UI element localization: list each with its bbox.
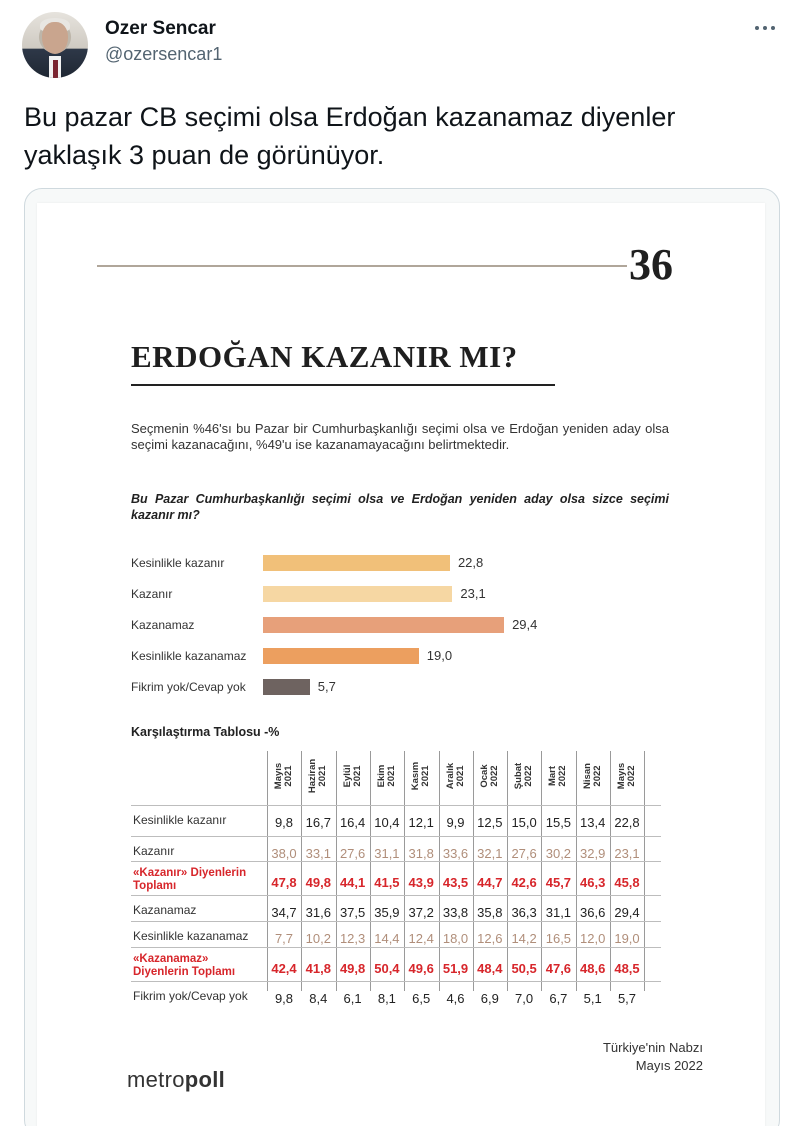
- bar-row: [131, 615, 591, 635]
- row-label: Kesinlikle kazanır: [133, 813, 227, 827]
- table-cell: 43,9: [408, 875, 434, 890]
- table-cell: 41,5: [374, 875, 400, 890]
- table-cell: 6,9: [480, 991, 499, 1006]
- month-header: [576, 751, 610, 801]
- column-divider: [507, 751, 508, 991]
- table-cell: 33,8: [442, 905, 469, 920]
- logo-text-light: metro: [127, 1067, 185, 1092]
- month-header: [370, 751, 404, 801]
- table-cell: 8,4: [309, 991, 328, 1006]
- table-cell: 27,6: [511, 845, 537, 861]
- table-cell: 44,7: [477, 875, 503, 890]
- table-cell: 44,1: [339, 875, 366, 890]
- table-cell: 37,2: [408, 905, 434, 920]
- month-header: [267, 751, 301, 801]
- table-cell: 41,8: [305, 961, 331, 976]
- month-header-label: Ocak 2022: [478, 764, 500, 788]
- table-cell: 8,1: [377, 991, 396, 1006]
- table-cell: 43,5: [442, 875, 469, 890]
- month-header-label: Mayıs 2022: [616, 762, 637, 790]
- table-cell: 15,0: [511, 815, 537, 830]
- month-header: [404, 751, 438, 801]
- column-divider: [336, 751, 337, 991]
- row-divider: [131, 947, 661, 948]
- table-cell: 19,0: [614, 931, 640, 946]
- table-cell: 12,1: [408, 815, 434, 830]
- table-cell: 12,3: [339, 931, 366, 946]
- month-header-label: Aralık 2021: [444, 762, 466, 790]
- month-header: [336, 751, 370, 801]
- row-divider: [131, 895, 661, 896]
- table-cell: 36,6: [580, 905, 606, 920]
- table-cell: 49,8: [339, 961, 366, 976]
- bar-value-label: 19,0: [426, 648, 453, 663]
- report-title: ERDOĞAN KAZANIR MI?: [131, 339, 518, 374]
- bar-row: [131, 677, 591, 697]
- column-divider: [301, 751, 302, 991]
- row-label: Kazanamaz: [133, 903, 197, 917]
- table-cell: 35,8: [477, 905, 503, 920]
- bar-value-label: 5,7: [317, 679, 336, 694]
- bar-label: Kesinlikle kazanır: [131, 556, 225, 570]
- bar-value-label: 23,1: [460, 586, 486, 601]
- bar-label: Kazanamaz: [131, 618, 195, 632]
- table-cell: 48,4: [477, 961, 503, 976]
- bar-row: [131, 646, 591, 666]
- table-cell: 12,0: [580, 931, 606, 946]
- table-cell: 34,7: [271, 905, 297, 920]
- row-label: Kazanır: [133, 844, 175, 858]
- row-label: «Kazanamaz» Diyenlerin Toplamı: [133, 953, 236, 978]
- table-cell: 14,2: [511, 931, 537, 946]
- metropoll-logo: [127, 1067, 225, 1093]
- author-avatar[interactable]: [22, 12, 88, 78]
- table-cell: 29,4: [614, 905, 640, 920]
- table-cell: 27,6: [339, 845, 366, 861]
- table-cell: 42,4: [271, 961, 297, 976]
- more-options-icon[interactable]: [750, 18, 780, 38]
- month-header-label: Mart 2022: [547, 765, 569, 787]
- report-page: [37, 203, 765, 1126]
- bar-label: Fikrim yok/Cevap yok: [131, 680, 246, 694]
- table-cell: 9,9: [446, 815, 465, 830]
- table-cell: 33,6: [442, 845, 469, 861]
- avatar-face: [42, 22, 68, 54]
- table-cell: 45,7: [545, 875, 572, 890]
- column-divider: [267, 751, 268, 991]
- column-divider: [370, 751, 371, 991]
- table-cell: 14,4: [374, 931, 400, 946]
- bar: [263, 679, 310, 695]
- tweet-text-line-1: Bu pazar CB seçimi olsa Erdoğan kazanamaz diyenler: [24, 102, 676, 132]
- bar: [263, 617, 504, 633]
- table-cell: 6,1: [343, 991, 362, 1006]
- bar: [263, 648, 419, 664]
- row-divider: [131, 981, 661, 982]
- month-header-label: Eylül 2021: [341, 764, 363, 788]
- column-divider: [404, 751, 405, 991]
- header-rule: [97, 265, 627, 267]
- intro-paragraph: Seçmenin %46'sı bu Pazar bir Cumhurbaşkanlığı seçimi olsa ve Erdoğan yeniden aday olsa seçimi kazanacağını, %49'u ise kazanamayacağını belirtmektedir.: [131, 421, 669, 452]
- bar-value-label: 29,4: [512, 617, 538, 632]
- row-divider: [131, 836, 661, 837]
- month-header: [473, 751, 507, 801]
- table-cell: 7,7: [274, 931, 294, 946]
- table-cell: 22,8: [614, 815, 640, 830]
- table-cell: 7,0: [515, 991, 534, 1006]
- row-label: Fikrim yok/Cevap yok: [133, 989, 248, 1003]
- table-cell: 35,9: [374, 905, 400, 920]
- table-cell: 48,5: [614, 961, 640, 976]
- table-cell: 13,4: [580, 815, 606, 830]
- table-cell: 32,9: [580, 845, 606, 861]
- comparison-table-title: Karşılaştırma Tablosu -%: [131, 725, 280, 739]
- title-underline: [131, 384, 555, 386]
- table-cell: 4,6: [446, 991, 465, 1006]
- bar: [263, 586, 452, 602]
- survey-question: Bu Pazar Cumhurbaşkanlığı seçimi olsa ve Erdoğan yeniden aday olsa sizce seçimi kazanır mı?: [131, 492, 669, 522]
- table-cell: 16,7: [305, 815, 331, 830]
- table-cell: 46,3: [580, 875, 606, 890]
- bar: [263, 555, 450, 571]
- table-cell: 10,2: [305, 931, 331, 946]
- table-cell: 31,8: [408, 845, 434, 861]
- table-cell: 50,5: [511, 961, 537, 976]
- tweet-text: [24, 98, 784, 174]
- table-cell: 50,4: [374, 961, 400, 976]
- table-cell: 9,8: [274, 991, 294, 1006]
- month-header-label: Nisan 2022: [581, 763, 603, 789]
- table-cell: 5,1: [583, 991, 602, 1006]
- table-cell: 5,7: [617, 991, 637, 1006]
- table-cell: 32,1: [477, 845, 503, 861]
- author-handle[interactable]: @ozersencar1: [105, 44, 223, 64]
- month-header: [507, 751, 541, 801]
- table-cell: 23,1: [614, 845, 640, 861]
- table-cell: 45,8: [614, 875, 640, 890]
- source-line-1: Türkiye'nin Nabzı: [602, 1040, 703, 1055]
- table-cell: 31,1: [545, 905, 572, 920]
- table-cell: 15,5: [545, 815, 572, 830]
- table-cell: 36,3: [511, 905, 537, 920]
- month-header-label: Şubat 2022: [513, 762, 535, 790]
- table-cell: 6,7: [549, 991, 568, 1006]
- row-divider: [131, 921, 661, 922]
- table-cell: 10,4: [374, 815, 400, 830]
- month-header-label: Ekim 2021: [375, 764, 397, 788]
- table-cell: 37,5: [339, 905, 366, 920]
- column-divider: [644, 751, 645, 991]
- table-cell: 12,4: [408, 931, 434, 946]
- table-cell: 33,1: [305, 845, 331, 861]
- table-cell: 31,1: [374, 845, 400, 861]
- month-header: [439, 751, 473, 801]
- table-cell: 51,9: [442, 961, 469, 976]
- table-cell: 48,6: [580, 961, 606, 976]
- column-divider: [576, 751, 577, 991]
- table-cell: 12,5: [477, 815, 503, 830]
- table-cell: 38,0: [271, 845, 297, 861]
- month-header-label: Haziran 2021: [307, 758, 329, 794]
- table-cell: 49,8: [305, 875, 331, 890]
- bar-label: Kazanır: [131, 587, 173, 601]
- column-divider: [439, 751, 440, 991]
- author-name[interactable]: Ozer Sencar: [105, 18, 216, 39]
- table-cell: 30,2: [545, 845, 572, 861]
- bar-row: [131, 584, 591, 604]
- column-divider: [541, 751, 542, 991]
- source-note: [577, 1039, 703, 1075]
- avatar-tie: [53, 60, 58, 78]
- table-cell: 12,6: [477, 931, 503, 946]
- column-divider: [473, 751, 474, 991]
- row-divider: [131, 861, 661, 862]
- table-cell: 47,8: [271, 875, 297, 890]
- page-number: 36: [629, 240, 673, 289]
- table-cell: 31,6: [305, 905, 331, 920]
- month-header: [610, 751, 644, 801]
- bar-value-label: 22,8: [457, 555, 484, 570]
- bar-row: [131, 553, 591, 573]
- month-header-label: Kasım 2021: [410, 761, 432, 791]
- table-cell: 49,6: [408, 961, 434, 976]
- table-cell: 42,6: [511, 875, 537, 890]
- column-divider: [610, 751, 611, 991]
- source-line-2: Mayıs 2022: [635, 1058, 703, 1073]
- tweet-text-line-2: yaklaşık 3 puan de görünüyor.: [24, 140, 385, 170]
- table-cell: 9,8: [274, 815, 294, 830]
- table-cell: 18,0: [442, 931, 469, 946]
- table-cell: 47,6: [545, 961, 572, 976]
- bar-label: Kesinlikle kazanamaz: [131, 649, 247, 663]
- table-cell: 16,4: [339, 815, 366, 830]
- month-header: [541, 751, 575, 801]
- row-divider: [131, 805, 661, 806]
- month-header: [301, 751, 335, 801]
- tweet-media-image[interactable]: [24, 188, 780, 1126]
- logo-text-bold: poll: [184, 1067, 226, 1092]
- row-label: Kesinlikle kazanamaz: [133, 929, 249, 943]
- table-cell: 16,5: [545, 931, 572, 946]
- row-label: «Kazanır» Diyenlerin Toplamı: [133, 867, 247, 892]
- table-cell: 6,5: [412, 991, 431, 1006]
- month-header-label: Mayıs 2021: [273, 762, 294, 790]
